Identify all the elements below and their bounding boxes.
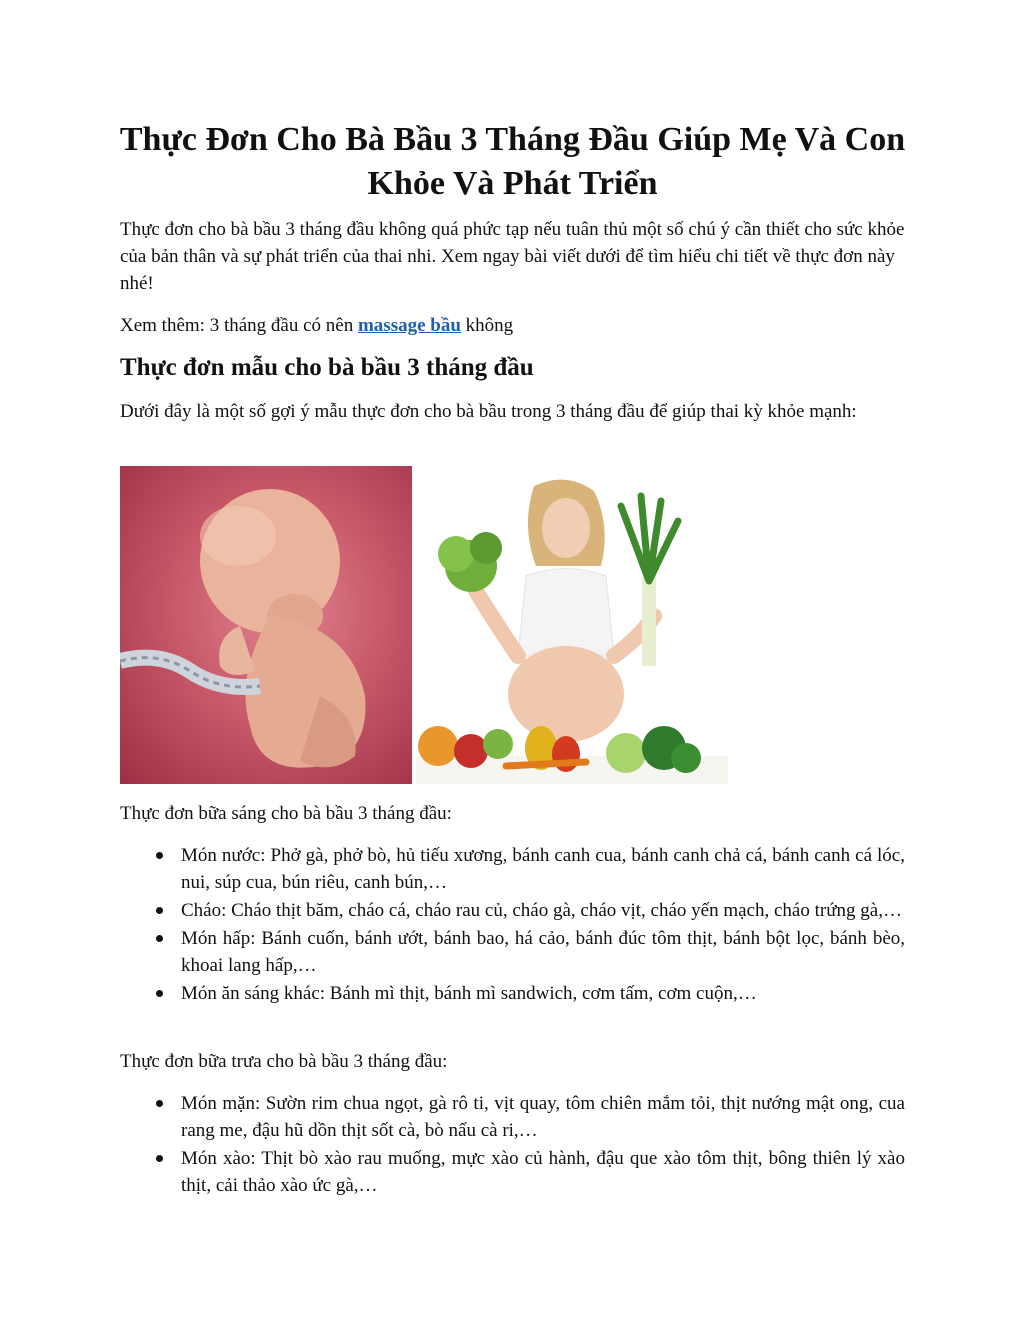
massage-bau-link[interactable]: massage bầu	[357, 315, 461, 336]
list-item	[120, 1145, 905, 1199]
bullet-icon	[156, 907, 163, 914]
list-item-text: Cháo: Cháo thịt băm, cháo cá, cháo rau củ, cháo gà, cháo vịt, cháo yến mạch, cháo trứng gà,…	[181, 900, 902, 921]
bullet-icon	[156, 852, 163, 859]
bullet-icon	[156, 1100, 163, 1107]
breakfast-list	[120, 842, 905, 1008]
breakfast-caption: Thực đơn bữa sáng cho bà bầu 3 tháng đầu:	[120, 803, 452, 824]
list-item-text: Món nước: Phở gà, phở bò, hủ tiếu xương, bánh canh cua, bánh canh chả cá, bánh canh cá lóc, nui, súp cua, bún riêu, canh bún,…	[181, 845, 905, 893]
fetus-image	[120, 466, 412, 784]
section-intro: Dưới đây là một số gợi ý mẫu thực đơn cho bà bầu trong 3 tháng đầu để giúp thai kỳ khỏe mạnh:	[120, 401, 857, 422]
list-item	[120, 925, 905, 979]
see-also-line	[120, 312, 905, 339]
list-item	[120, 1090, 905, 1144]
list-item-text: Món ăn sáng khác: Bánh mì thịt, bánh mì sandwich, cơm tấm, cơm cuộn,…	[181, 983, 757, 1004]
bullet-icon	[156, 1155, 163, 1162]
page-title: Thực Đơn Cho Bà Bầu 3 Tháng Đầu Giúp Mẹ Và Con Khỏe Và Phát Triển	[119, 121, 906, 202]
list-item	[120, 980, 905, 1007]
list-item	[120, 897, 905, 924]
lunch-caption: Thực đơn bữa trưa cho bà bầu 3 tháng đầu:	[120, 1051, 448, 1072]
see-also-prefix: Xem thêm: 3 tháng đầu có nên	[120, 315, 358, 336]
bullet-icon	[156, 935, 163, 942]
see-also-suffix: không	[460, 315, 514, 336]
list-item	[120, 842, 905, 896]
intro-paragraph: Thực đơn cho bà bầu 3 tháng đầu không quá phức tạp nếu tuân thủ một số chú ý cần thiết cho sức khỏe của bản thân và sự phát triển của thai nhi. Xem ngay bài viết dưới để tìm hiểu chi tiết về thực đơn này nhé!	[120, 219, 905, 294]
list-item-text: Món xào: Thịt bò xào rau muống, mực xào củ hành, đậu que xào tôm thịt, bông thiên lý xào thịt, cải thảo xào ức gà,…	[181, 1148, 905, 1196]
list-item-text: Món mặn: Sườn rim chua ngọt, gà rô ti, vịt quay, tôm chiên mắm tỏi, thịt nướng mật ong, cua rang me, đậu hũ dồn thịt sốt cà, bò nấu cà ri,…	[181, 1093, 905, 1141]
section-heading: Thực đơn mẫu cho bà bầu 3 tháng đầu	[120, 354, 534, 381]
pregnant-woman-image	[416, 466, 728, 784]
lunch-list	[120, 1090, 905, 1200]
woman-vegetables-illustration	[416, 466, 728, 784]
list-item-text: Món hấp: Bánh cuốn, bánh ướt, bánh bao, há cảo, bánh đúc tôm thịt, bánh bột lọc, bánh bèo, khoai lang hấp,…	[181, 928, 905, 976]
fetus-illustration	[120, 466, 412, 784]
bullet-icon	[156, 990, 163, 997]
